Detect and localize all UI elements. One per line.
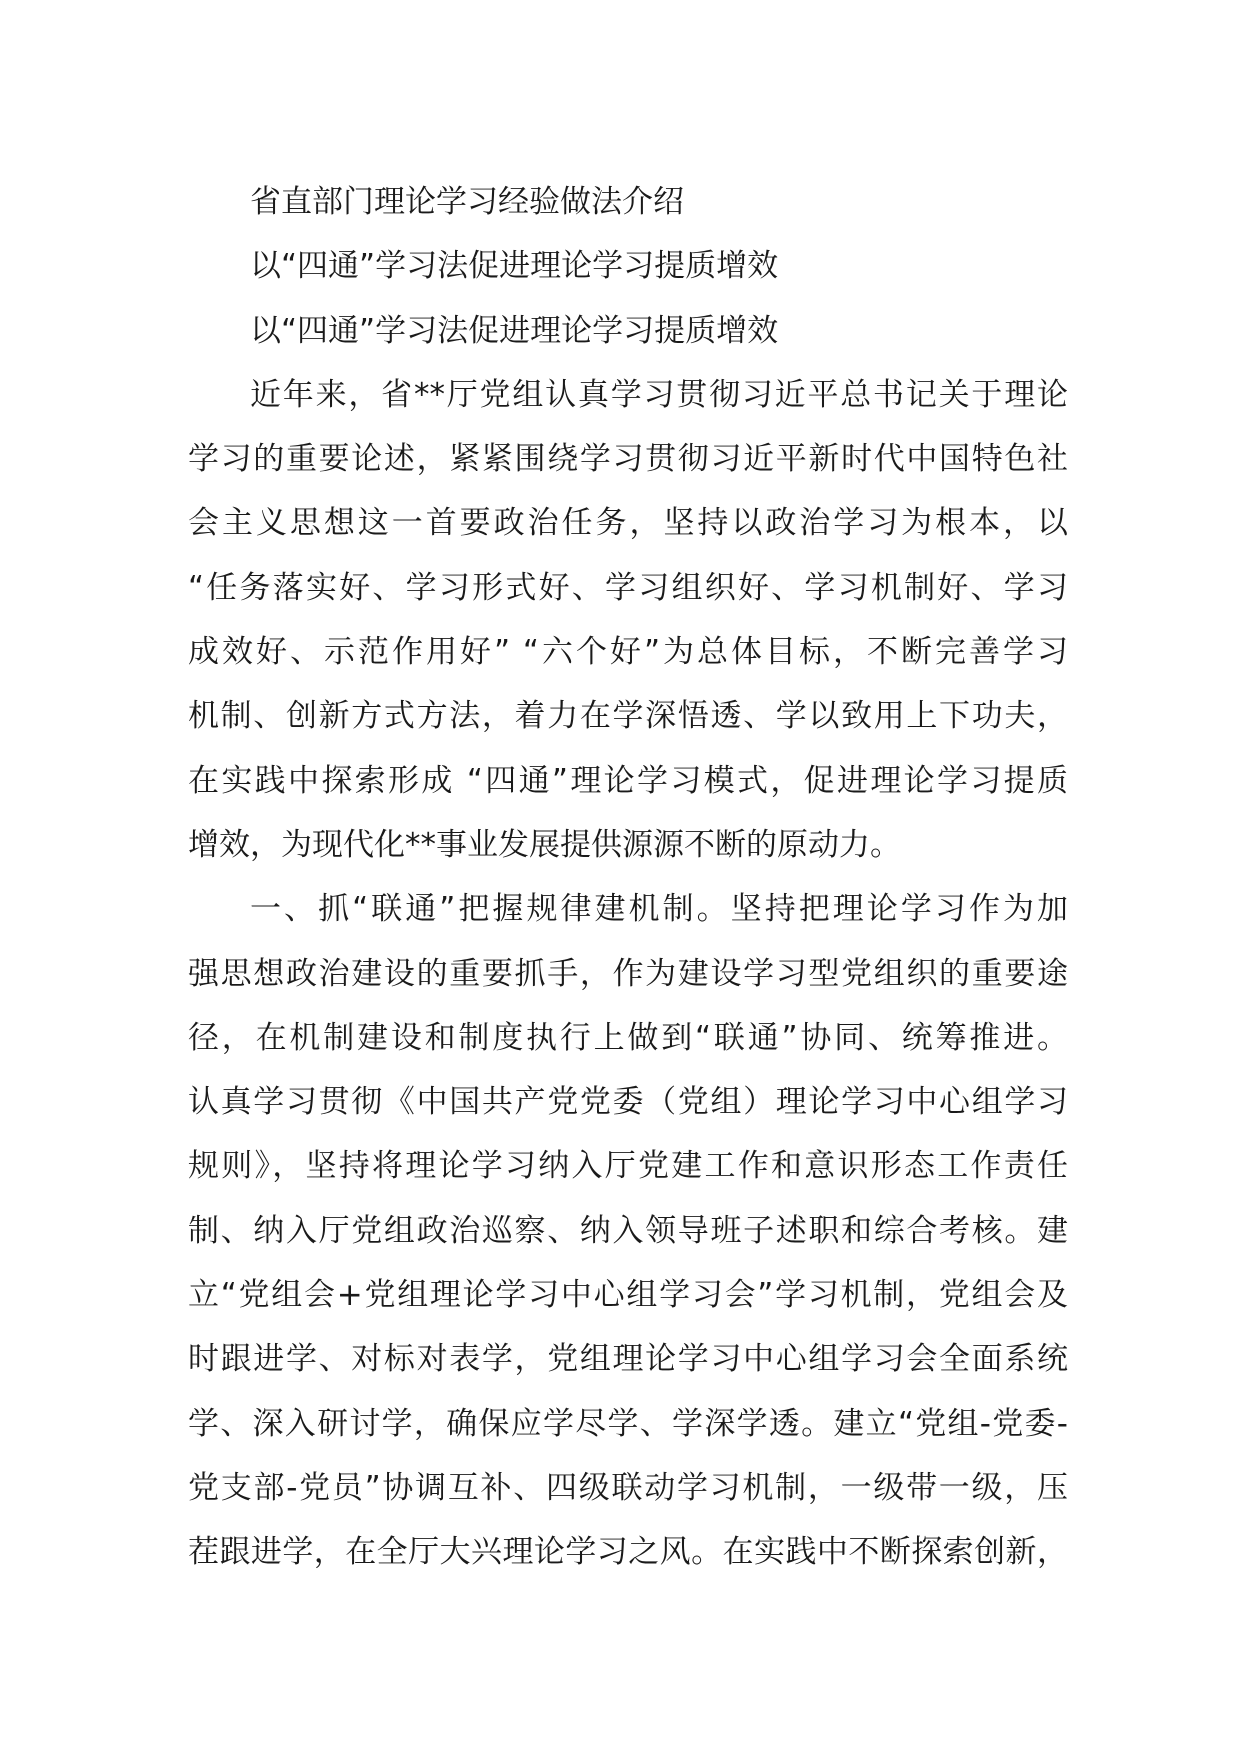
text-line: 规则》，坚持将理论学习纳入厅党建工作和意识形态工作责任 — [188, 1148, 1068, 1185]
text-line: 学习的重要论述，紧紧围绕学习贯彻习近平新时代中国特色社 — [188, 441, 1068, 478]
doc-title-repeat: 以“四通”学习法促进理论学习提质增效 — [250, 312, 779, 349]
text-line: 茬跟进学，在全厅大兴理论学习之风。在实践中不断探索创新， — [188, 1534, 1068, 1571]
doc-category-heading: 省直部门理论学习经验做法介绍 — [250, 184, 684, 220]
text-line: 一、抓“联通”把握规律建机制。坚持把理论学习作为加 — [250, 891, 1068, 928]
paragraph-section-one — [188, 877, 1068, 1584]
text-line: 成效好、示范作用好” “六个好”为总体目标，不断完善学习 — [188, 634, 1068, 671]
text-line: 近年来，省**厅党组认真学习贯彻习近平总书记关于理论 — [250, 376, 1068, 413]
text-line: 增效，为现代化**事业发展提供源源不断的原动力。 — [188, 826, 901, 863]
paragraph-intro — [188, 363, 1068, 877]
document-page — [188, 170, 1068, 1585]
text-line: 时跟进学、对标对表学，党组理论学习中心组学习会全面系统 — [188, 1341, 1068, 1378]
text-line: 制、纳入厅党组政治巡察、纳入领导班子述职和综合考核。建 — [188, 1212, 1068, 1249]
text-line: 党支部-党员”协调互补、四级联动学习机制，一级带一级，压 — [188, 1469, 1068, 1506]
text-line: 机制、创新方式方法，着力在学深悟透、学以致用上下功夫， — [188, 698, 1068, 735]
text-line: 会主义思想这一首要政治任务，坚持以政治学习为根本，以 — [188, 505, 1068, 542]
doc-title: 以“四通”学习法促进理论学习提质增效 — [250, 248, 779, 285]
text-line: 强思想政治建设的重要抓手，作为建设学习型党组织的重要途 — [188, 955, 1068, 992]
text-line: 在实践中探索形成 “四通”理论学习模式，促进理论学习提质 — [188, 762, 1068, 799]
text-line: 学、深入研讨学，确保应学尽学、学深学透。建立“党组-党委- — [188, 1405, 1068, 1442]
text-line: 认真学习贯彻《中国共产党党委（党组）理论学习中心组学习 — [188, 1084, 1068, 1121]
text-line: 立“党组会+党组理论学习中心组学习会”学习机制，党组会及 — [188, 1277, 1068, 1314]
text-line: “任务落实好、学习形式好、学习组织好、学习机制好、学习 — [188, 569, 1068, 606]
text-line: 径，在机制建设和制度执行上做到“联通”协同、统筹推进。 — [188, 1019, 1068, 1056]
